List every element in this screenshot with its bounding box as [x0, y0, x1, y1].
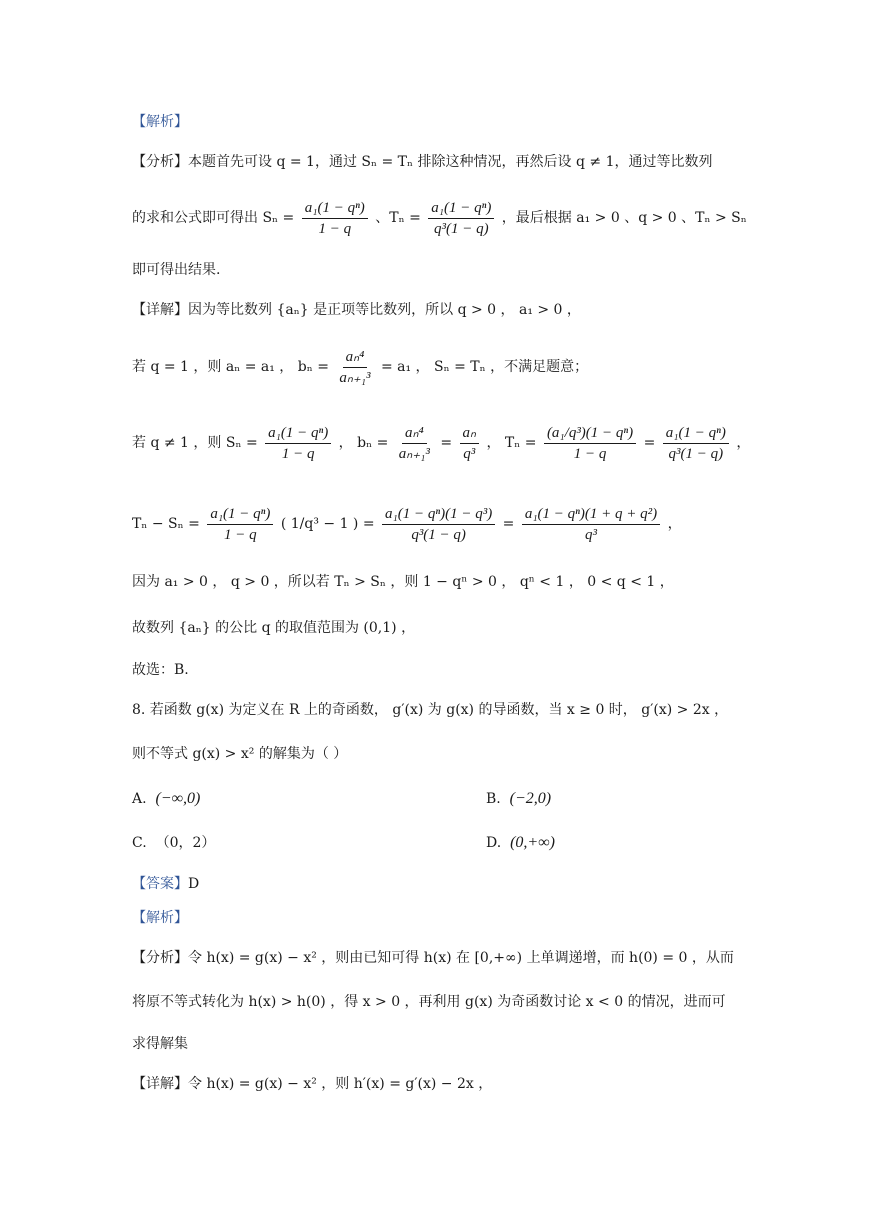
- detail2-text-1: 令 h(x) = g(x) − x² ，则 h′(x) = g′(x) − 2x ，: [188, 1076, 493, 1092]
- analysis-text-2c: ，最后根据 a₁ > 0 、q > 0 、Tₙ > Sₙ: [501, 210, 747, 226]
- option-c: C. （0，2）: [132, 835, 216, 851]
- detail-line-2: [132, 342, 588, 392]
- question-8-line-2: 则不等式 g(x) > x² 的解集为（ ）: [132, 746, 348, 762]
- difference-fraction-2: $\frac{\text{a₁(1 − qⁿ)(1 − q³)}}{\text{q³(1 − q)}}$: [382, 505, 495, 544]
- question-8-line-1: 8. 若函数 g(x) 为定义在 R 上的奇函数， g′(x) 为 g(x) 的导函数，当 x ≥ 0 时， g′(x) > 2x ，: [132, 702, 729, 718]
- answer-label: 【答案】: [132, 876, 188, 892]
- detail-line-6: 故数列 {aₙ} 的公比 q 的取值范围为 (0,1) ，: [132, 620, 416, 636]
- analysis-text-2b: 、Tₙ =: [375, 210, 421, 226]
- detail-line-1: [132, 300, 581, 320]
- detail-line-3: [132, 412, 750, 474]
- t-n-fraction-2: $\frac{\text{a₁(1 − qⁿ)}}{\text{q³(1 − q)}}$: [663, 424, 729, 463]
- difference-fraction-1: $\frac{\text{a₁(1 − qⁿ)}}{1 - q}$: [207, 505, 273, 544]
- detail2-line-1: [132, 1074, 492, 1094]
- detail2-label: 【详解】: [132, 1076, 188, 1092]
- detail-text-4a: Tₙ − Sₙ =: [132, 516, 200, 532]
- analysis2-line-1: [132, 948, 734, 968]
- difference-fraction-3: $\frac{\text{a₁(1 − qⁿ)(1 + q + q²)}}{\text{q³}}$: [522, 505, 660, 544]
- detail-text-2a: 若 q = 1 ，则 aₙ = a₁ ， bₙ =: [132, 359, 329, 375]
- detail-label: 【详解】: [132, 302, 188, 318]
- detail-line-5: 因为 a₁ > 0 ， q > 0 ，所以若 Tₙ > Sₙ ，则 1 − qⁿ > 0 ， qⁿ < 1 ， 0 < q < 1 ，: [132, 574, 674, 590]
- jiexi-label: 【解析】: [132, 114, 188, 130]
- analysis-text-1: 本题首先可设 q = 1，通过 Sₙ = Tₙ 排除这种情况，再然后设 q ≠ 1，通过等比数列: [188, 154, 713, 170]
- analysis2-line-3: 求得解集: [132, 1036, 188, 1052]
- s-n-fraction: $\frac{\text{a₁(1 − qⁿ)}}{1 - q}$: [265, 424, 331, 463]
- b-n-fraction-3: $\frac{\text{aₙ}}{\text{q³}}$: [460, 424, 479, 463]
- analysis2-line-2: 将原不等式转化为 h(x) > h(0) ，得 x > 0 ，再利用 g(x) 为奇函数讨论 x < 0 的情况，进而可: [132, 994, 726, 1010]
- option-b: B. (−2,0): [486, 790, 552, 807]
- answer-line: [132, 874, 199, 894]
- jiexi-label-2: 【解析】: [132, 910, 188, 926]
- detail-text-3d: ， Tₙ =: [486, 435, 537, 451]
- detail-text-3b: ， bₙ =: [338, 435, 389, 451]
- detail-text-4c: =: [502, 516, 515, 532]
- analysis-line-2: [132, 192, 747, 244]
- detail-text-3c: =: [440, 435, 453, 451]
- option-a: A. (−∞,0): [132, 790, 201, 807]
- option-d: D. (0,+∞): [486, 834, 555, 851]
- analysis-line-1: [132, 152, 712, 172]
- analysis-line-3: 即可得出结果.: [132, 262, 221, 278]
- detail-text-4d: ，: [667, 516, 682, 532]
- detail-text-1: 因为等比数列 {aₙ} 是正项等比数列，所以 q > 0 ， a₁ > 0 ，: [188, 302, 581, 318]
- detail-text-3e: =: [643, 435, 656, 451]
- analysis2-text-1: 令 h(x) = g(x) − x² ，则由已知可得 h(x) 在 [0,+∞) 上单调递增，而 h(0) = 0 ，从而: [188, 950, 734, 966]
- analysis-label: 【分析】: [132, 154, 188, 170]
- detail-text-2b: = a₁ ， Sₙ = Tₙ ，不满足题意；: [380, 359, 589, 375]
- b-n-fraction: $\frac{\text{aₙ⁴}}{\text{aₙ₊₁³}}$: [339, 348, 371, 386]
- sum-formula-s: $\frac{\text{a₁(1 − qⁿ)}}{1 - q}$: [302, 199, 368, 238]
- detail-text-4b: ( 1/q³ − 1 ) =: [280, 516, 375, 532]
- t-n-fraction: $\frac{\text{(a₁/q³)(1 − qⁿ)}}{1 - q}$: [544, 424, 636, 463]
- sum-formula-t: $\frac{\text{a₁(1 − qⁿ)}}{\text{q³(1 − q)}}$: [428, 199, 494, 238]
- b-n-fraction-2: $\frac{\text{aₙ⁴}}{\text{aₙ₊₁³}}$: [398, 424, 430, 462]
- detail-line-4: [132, 498, 682, 550]
- analysis2-label: 【分析】: [132, 950, 188, 966]
- answer-value: D: [188, 876, 200, 892]
- detail-text-3a: 若 q ≠ 1 ，则 Sₙ =: [132, 435, 258, 451]
- detail-text-3f: ，: [736, 435, 751, 451]
- analysis-text-2a: 的求和公式即可得出 Sₙ =: [132, 210, 295, 226]
- choose-line: 故选：B.: [132, 662, 189, 678]
